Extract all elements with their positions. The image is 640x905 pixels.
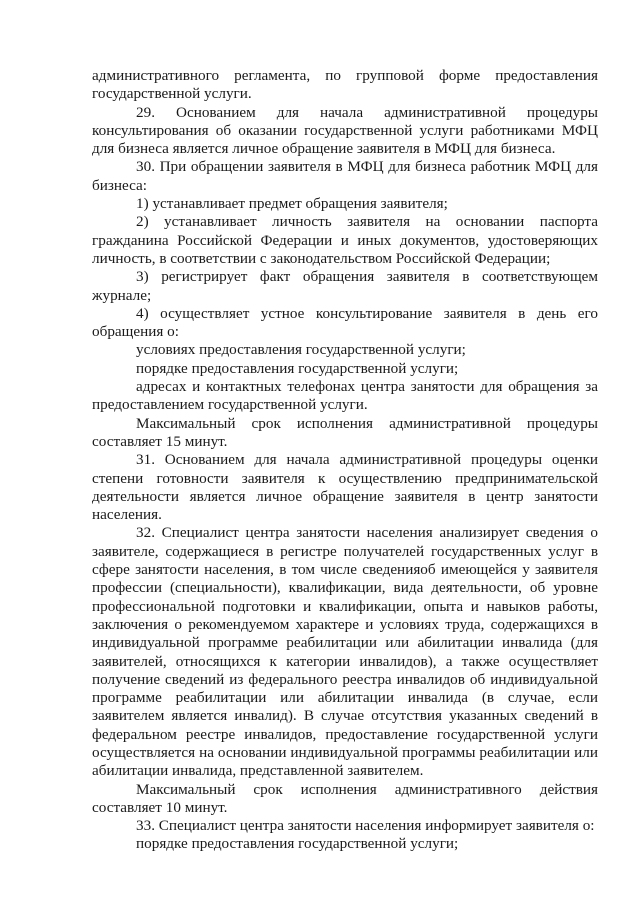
paragraph-31: 31. Основанием для начала административной процедуры оценки степени готовности заявителя к осуществлению предпринимательской деятельности является личное обращение заявителя в центр занятости населения. — [92, 451, 598, 524]
list-item-30-4: 4) осуществляет устное консультирование заявителя в день его обращения о: — [92, 304, 598, 341]
paragraph-max-time-10: Максимальный срок исполнения административного действия составляет 10 минут. — [92, 780, 598, 816]
paragraph-30: 30. При обращении заявителя в МФЦ для бизнеса работник МФЦ для бизнеса: — [92, 158, 598, 194]
sub-item-conditions: условиях предоставления государственной услуги; — [136, 341, 466, 359]
document-body — [92, 67, 598, 854]
list-item-30-1: 1) устанавливает предмет обращения заявителя; — [136, 195, 448, 213]
sub-item-addresses: адресах и контактных телефонах центра занятости для обращения за предоставлением государственной услуги. — [92, 378, 598, 414]
list-item-30-2: 2) устанавливает личность заявителя на основании паспорта гражданина Российской Федерации и иных документов, удостоверяющих личность, в соответствии с законодательством Российской Федерации; — [92, 213, 598, 267]
paragraph-regulation-continuation: административного регламента, по групповой форме предоставления государственной услуги. — [92, 67, 598, 103]
paragraph-32: 32. Специалист центра занятости населения анализирует сведения о заявителе, содержащиеся в регистре получателей государственных услуг в сфере занятости населения, в том числе сведенияоб имеющейся у заявителя профессии (специальности), квалификации, вида деятельности, об уровне профессиональной подготовки и квалификации, опыта и навыков работы, заключения о рекомендуемом характере и условиях труда, содержащихся в индивидуальной программе реабилитации или абилитации инвалида (для заявителей, относящихся к категории инвалидов), а также осуществляет получение сведений из федерального реестра инвалидов об индивидуальной программе реабилитации или абилитации инвалида (в случае, если заявителем является инвалид). В случае отсутствия указанных сведений в федеральном реестре инвалидов, предоставление государственной услуги осуществляется на основании индивидуальной программы реабилитации или абилитации инвалида, представленной заявителем. — [92, 524, 598, 780]
sub-item-33-procedure: порядке предоставления государственной услуги; — [136, 835, 459, 853]
paragraph-33: 33. Специалист центра занятости населения информирует заявителя о: — [136, 817, 595, 835]
paragraph-29: 29. Основанием для начала административной процедуры консультирования об оказании государственной услуги работниками МФЦ для бизнеса является личное обращение заявителя в МФЦ для бизнеса. — [92, 103, 598, 158]
list-item-30-3: 3) регистрирует факт обращения заявителя в соответствующем журнале; — [92, 268, 598, 304]
paragraph-max-time-15: Максимальный срок исполнения административной процедуры составляет 15 минут. — [92, 414, 598, 450]
sub-item-procedure: порядке предоставления государственной услуги; — [136, 359, 459, 377]
